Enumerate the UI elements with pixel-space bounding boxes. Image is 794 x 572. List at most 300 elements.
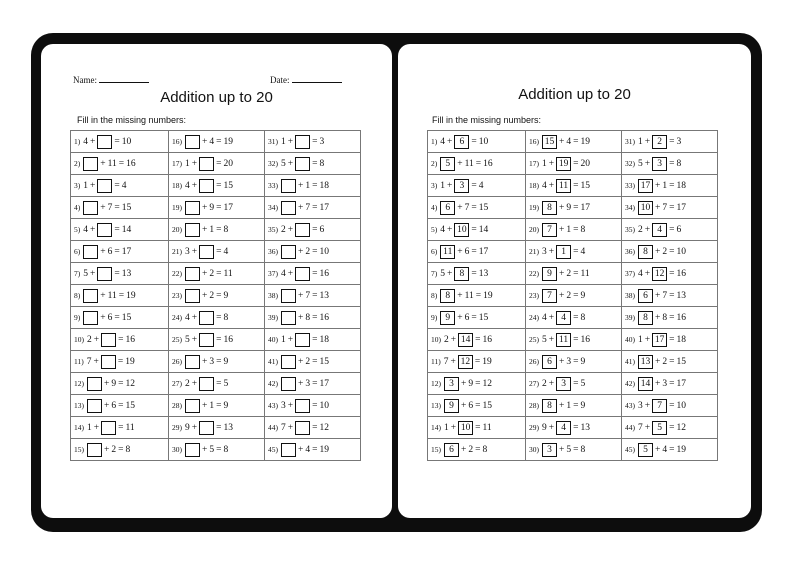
answer-cell [622, 395, 718, 417]
sum: 9 [223, 400, 229, 411]
answer-input-box[interactable] [87, 443, 102, 457]
name-field[interactable] [73, 74, 149, 85]
answer-key-title: Addition up to 20 [518, 86, 631, 103]
addend: 2 [566, 290, 572, 301]
sum: 13 [580, 422, 590, 433]
answer-input-box[interactable] [185, 135, 200, 149]
problem-cell [265, 351, 361, 373]
answer-input-box[interactable] [97, 223, 112, 237]
answer-input-box[interactable] [199, 333, 214, 347]
answer-input-box[interactable] [101, 333, 116, 347]
addend: 11 [464, 158, 474, 169]
worksheet-page [41, 44, 392, 518]
answer-box: 7 [652, 399, 667, 413]
plus-sign: + [450, 334, 457, 345]
problem-cell [71, 131, 169, 153]
answer-box: 9 [542, 267, 557, 281]
problem-cell [169, 175, 265, 197]
plus-sign: + [104, 378, 110, 389]
answer-cell [526, 307, 622, 329]
sum: 15 [482, 400, 492, 411]
addend: 2 [209, 268, 215, 279]
answer-input-box[interactable] [199, 421, 214, 435]
equals-sign: = [669, 268, 675, 279]
equals-sign: = [669, 444, 675, 455]
answer-input-box[interactable] [199, 311, 214, 325]
plus-sign: + [298, 356, 304, 367]
answer-input-box[interactable] [97, 179, 112, 193]
answer-input-box[interactable] [87, 399, 102, 413]
page-title: Addition up to 20 [160, 89, 273, 106]
answer-input-box[interactable] [97, 135, 112, 149]
equals-sign: = [573, 136, 579, 147]
plus-sign: + [298, 378, 304, 389]
answer-box: 6 [440, 201, 455, 215]
problem-number: 26) [529, 357, 539, 366]
problem-number: 17) [172, 159, 182, 168]
answer-input-box[interactable] [101, 355, 116, 369]
answer-input-box[interactable] [97, 267, 112, 281]
answer-input-box[interactable] [281, 179, 296, 193]
answer-input-box[interactable] [185, 201, 200, 215]
problem-number: 36) [268, 247, 278, 256]
date-line [292, 74, 342, 83]
equals-sign: = [114, 180, 120, 191]
addend: 9 [111, 378, 117, 389]
answer-cell [622, 175, 718, 197]
problem-number: 16) [529, 137, 539, 146]
addend: 2 [281, 224, 286, 235]
plus-sign: + [655, 312, 661, 323]
addend: 7 [662, 290, 668, 301]
sum: 13 [319, 290, 329, 301]
equals-sign: = [312, 444, 318, 455]
problem-number: 34) [268, 203, 278, 212]
equals-sign: = [475, 334, 481, 345]
sum: 8 [580, 312, 586, 323]
addend: 7 [662, 202, 668, 213]
addend: 1 [662, 180, 668, 191]
sum: 8 [580, 224, 586, 235]
sum: 9 [580, 290, 586, 301]
answer-input-box[interactable] [83, 201, 98, 215]
sum: 19 [126, 290, 136, 301]
answer-input-box[interactable] [295, 421, 310, 435]
plus-sign: + [298, 290, 304, 301]
equals-sign: = [312, 356, 318, 367]
sum: 4 [121, 180, 127, 191]
addend: 4 [185, 180, 190, 191]
problem-number: 37) [268, 269, 278, 278]
problem-number: 30) [529, 445, 539, 454]
equals-sign: = [573, 246, 579, 257]
equals-sign: = [216, 290, 222, 301]
problem-number: 25) [529, 335, 539, 344]
equals-sign: = [474, 356, 481, 367]
sum: 15 [319, 356, 329, 367]
addend: 3 [566, 356, 572, 367]
plus-sign: + [202, 268, 208, 279]
equals-sign: = [669, 202, 675, 213]
sum: 16 [676, 268, 686, 279]
equals-sign: = [216, 268, 222, 279]
equals-sign: = [118, 334, 124, 345]
equals-sign: = [669, 224, 675, 235]
instructions: Fill in the missing numbers: [77, 115, 187, 125]
answer-input-box[interactable] [281, 201, 296, 215]
problem-cell [169, 153, 265, 175]
sum: 13 [121, 268, 132, 279]
answer-input-box[interactable] [185, 399, 200, 413]
problem-number: 12) [74, 379, 84, 388]
sum: 10 [478, 136, 489, 147]
sum: 15 [676, 356, 686, 367]
addend: 4 [566, 136, 572, 147]
addend: 4 [83, 136, 88, 147]
answer-box: 14 [638, 377, 653, 391]
problem-cell [169, 131, 265, 153]
addend: 4 [281, 268, 286, 279]
sum: 16 [319, 268, 329, 279]
problem-cell [71, 263, 169, 285]
plus-sign: + [100, 202, 106, 213]
sum: 4 [580, 246, 586, 257]
addend: 1 [542, 158, 547, 169]
answer-box: 1 [556, 245, 571, 259]
equals-sign: = [669, 246, 675, 257]
sum: 8 [125, 444, 131, 455]
addend: 7 [464, 202, 470, 213]
answer-cell [622, 241, 718, 263]
answer-box: 17 [638, 179, 653, 193]
equals-sign: = [669, 356, 675, 367]
problem-number: 32) [625, 159, 635, 168]
addend: 7 [305, 290, 311, 301]
addend: 4 [662, 444, 668, 455]
equals-sign: = [216, 444, 222, 455]
problem-number: 45) [268, 445, 278, 454]
problem-number: 4) [431, 203, 438, 212]
equals-sign: = [312, 422, 318, 433]
problem-number: 8) [74, 291, 81, 300]
problem-number: 39) [625, 313, 635, 322]
plus-sign: + [287, 334, 294, 345]
problem-cell [265, 329, 361, 351]
addend: 4 [440, 224, 445, 235]
answer-input-box[interactable] [295, 135, 310, 149]
problem-cell [169, 351, 265, 373]
answer-input-box[interactable] [185, 289, 200, 303]
answer-cell [622, 329, 718, 351]
plus-sign: + [202, 136, 208, 147]
sum: 9 [223, 356, 229, 367]
answer-input-box[interactable] [199, 377, 214, 391]
problem-cell [265, 395, 361, 417]
problem-cell [169, 373, 265, 395]
addend: 3 [542, 246, 547, 257]
problem-number: 38) [625, 291, 635, 300]
answer-box: 7 [542, 289, 557, 303]
sum: 17 [319, 202, 329, 213]
problem-number: 1) [74, 137, 81, 146]
answer-input-box[interactable] [83, 311, 98, 325]
answer-cell [526, 285, 622, 307]
addend: 4 [83, 224, 88, 235]
problem-number: 11) [74, 357, 84, 366]
plus-sign: + [287, 224, 294, 235]
equals-sign: = [475, 290, 482, 301]
answer-cell [526, 175, 622, 197]
problem-cell [71, 219, 169, 241]
equals-sign: = [669, 158, 675, 169]
equals-sign: = [573, 224, 579, 235]
answer-key-page [398, 44, 751, 518]
answer-input-box[interactable] [295, 333, 310, 347]
answer-input-box[interactable] [281, 377, 296, 391]
answer-input-box[interactable] [185, 355, 200, 369]
answer-input-box[interactable] [199, 245, 214, 259]
answer-cell [428, 417, 526, 439]
answer-input-box[interactable] [199, 157, 214, 171]
equals-sign: = [573, 422, 579, 433]
sum: 13 [223, 422, 233, 433]
problem-cell [169, 263, 265, 285]
problem-number: 32) [268, 159, 278, 168]
equals-sign: = [471, 202, 477, 213]
plus-sign: + [298, 180, 304, 191]
problem-number: 2) [431, 159, 438, 168]
problem-number: 40) [268, 335, 278, 344]
sum: 16 [223, 334, 233, 345]
plus-sign: + [461, 444, 467, 455]
problem-number: 16) [172, 137, 182, 146]
answer-box: 8 [542, 201, 557, 215]
equals-sign: = [475, 422, 481, 433]
plus-sign: + [559, 400, 565, 411]
equals-sign: = [475, 158, 482, 169]
sum: 8 [223, 444, 229, 455]
sum: 17 [223, 202, 233, 213]
plus-sign: + [93, 356, 99, 367]
problem-cell [265, 241, 361, 263]
plus-sign: + [202, 400, 208, 411]
plus-sign: + [100, 312, 106, 323]
addend: 9 [468, 378, 474, 389]
sum: 5 [223, 378, 229, 389]
addend: 7 [281, 422, 286, 433]
answer-input-box[interactable] [185, 443, 200, 457]
answer-input-box[interactable] [185, 223, 200, 237]
sum: 12 [482, 378, 492, 389]
problem-number: 42) [268, 379, 278, 388]
plus-sign: + [644, 268, 651, 279]
sum: 11 [580, 268, 590, 279]
plus-sign: + [90, 224, 96, 235]
answer-input-box[interactable] [87, 377, 102, 391]
problem-cell [71, 417, 169, 439]
sum: 17 [478, 246, 489, 257]
problem-number: 45) [625, 445, 635, 454]
equals-sign: = [118, 400, 124, 411]
problem-cell [265, 285, 361, 307]
answer-input-box[interactable] [281, 245, 296, 259]
sum: 16 [483, 158, 493, 169]
equals-sign: = [669, 334, 675, 345]
problem-number: 30) [172, 445, 182, 454]
answer-cell [622, 439, 718, 461]
answer-box: 11 [556, 333, 571, 347]
answer-input-box[interactable] [185, 267, 200, 281]
equals-sign: = [118, 378, 124, 389]
sum: 15 [580, 180, 590, 191]
sum: 8 [223, 224, 229, 235]
problem-number: 11) [431, 357, 441, 366]
answer-input-box[interactable] [295, 157, 310, 171]
answer-input-box[interactable] [83, 289, 98, 303]
addend: 2 [662, 356, 668, 367]
problem-number: 25) [172, 335, 182, 344]
answer-box: 12 [652, 267, 667, 281]
sum: 19 [125, 356, 135, 367]
addend: 11 [464, 290, 474, 301]
addend: 4 [542, 312, 547, 323]
answer-box: 10 [454, 223, 469, 237]
answer-input-box[interactable] [281, 289, 296, 303]
plus-sign: + [298, 246, 304, 257]
sum: 18 [319, 334, 329, 345]
problem-cell [265, 175, 361, 197]
problem-number: 17) [529, 159, 539, 168]
answer-input-box[interactable] [295, 223, 310, 237]
problem-number: 10) [74, 335, 84, 344]
plus-sign: + [100, 290, 106, 301]
plus-sign: + [191, 334, 198, 345]
sum: 17 [319, 378, 329, 389]
sum: 10 [676, 400, 686, 411]
answer-cell [428, 175, 526, 197]
equals-sign: = [117, 356, 124, 367]
equals-sign: = [471, 268, 477, 279]
answer-cell [526, 131, 622, 153]
sum: 10 [319, 400, 329, 411]
answer-input-box[interactable] [199, 179, 214, 193]
problem-number: 36) [625, 247, 635, 256]
addend: 3 [305, 378, 311, 389]
addend: 7 [305, 202, 311, 213]
addend: 2 [209, 290, 215, 301]
sum: 3 [319, 136, 325, 147]
answer-box: 4 [556, 421, 571, 435]
plus-sign: + [90, 136, 96, 147]
date-field[interactable] [270, 74, 342, 85]
addend: 4 [209, 136, 215, 147]
addend: 2 [111, 444, 117, 455]
problem-number: 7) [431, 269, 438, 278]
equals-sign: = [573, 268, 579, 279]
answer-input-box[interactable] [295, 267, 310, 281]
plus-sign: + [90, 268, 96, 279]
answer-cell [428, 153, 526, 175]
problem-number: 26) [172, 357, 182, 366]
problem-cell [265, 439, 361, 461]
equals-sign: = [114, 312, 120, 323]
answer-cell [428, 351, 526, 373]
plus-sign: + [461, 378, 467, 389]
addend: 4 [542, 180, 547, 191]
addend: 2 [566, 268, 572, 279]
answer-box: 11 [556, 179, 571, 193]
answer-box: 3 [444, 377, 459, 391]
equals-sign: = [118, 422, 124, 433]
plus-sign: + [548, 312, 555, 323]
equals-sign: = [573, 180, 579, 191]
answer-box: 8 [542, 399, 557, 413]
answer-cell [428, 241, 526, 263]
equals-sign: = [216, 422, 222, 433]
problem-number: 34) [625, 203, 635, 212]
addend: 1 [185, 158, 190, 169]
equals-sign: = [312, 246, 318, 257]
answer-box: 5 [440, 157, 455, 171]
problem-cell [71, 329, 169, 351]
equals-sign: = [312, 312, 318, 323]
answer-input-box[interactable] [295, 399, 310, 413]
answer-box: 3 [542, 443, 557, 457]
problem-cell [71, 153, 169, 175]
equals-sign: = [114, 246, 120, 257]
problem-number: 14) [431, 423, 441, 432]
answer-cell [526, 197, 622, 219]
answer-input-box[interactable] [83, 157, 98, 171]
answer-input-box[interactable] [281, 355, 296, 369]
answer-input-box[interactable] [281, 443, 296, 457]
answer-box: 14 [458, 333, 473, 347]
problem-number: 28) [172, 401, 182, 410]
sum: 19 [676, 444, 686, 455]
addend: 4 [638, 268, 643, 279]
answer-input-box[interactable] [281, 311, 296, 325]
problem-cell [71, 175, 169, 197]
answer-box: 12 [458, 355, 473, 369]
plus-sign: + [559, 444, 565, 455]
problem-number: 27) [529, 379, 539, 388]
sum: 15 [125, 400, 135, 411]
plus-sign: + [191, 246, 198, 257]
problem-cell [169, 329, 265, 351]
sum: 15 [478, 202, 489, 213]
plus-sign: + [644, 400, 651, 411]
plus-sign: + [655, 202, 661, 213]
problem-number: 6) [431, 247, 438, 256]
plus-sign: + [287, 158, 294, 169]
problem-number: 2) [74, 159, 81, 168]
plus-sign: + [655, 290, 661, 301]
plus-sign: + [104, 444, 110, 455]
plus-sign: + [548, 378, 555, 389]
answer-input-box[interactable] [83, 245, 98, 259]
equals-sign: = [216, 202, 222, 213]
problem-number: 19) [172, 203, 182, 212]
problem-number: 22) [529, 269, 539, 278]
problem-cell [265, 153, 361, 175]
answer-input-box[interactable] [101, 421, 116, 435]
problem-number: 20) [529, 225, 539, 234]
sum: 19 [319, 444, 329, 455]
sum: 20 [580, 158, 590, 169]
plus-sign: + [202, 356, 208, 367]
addend: 1 [87, 422, 92, 433]
answer-key-instructions: Fill in the missing numbers: [432, 115, 542, 125]
